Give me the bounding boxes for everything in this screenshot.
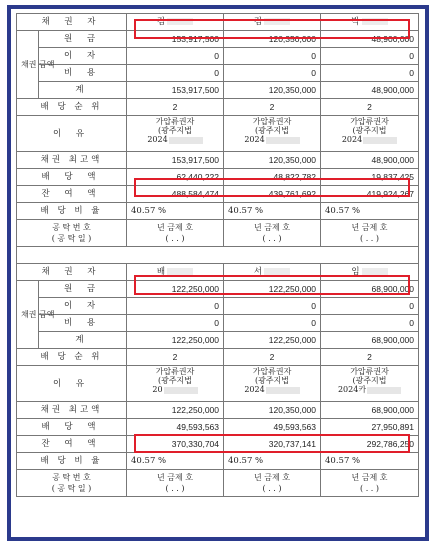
- dividend-value: 49,593,563: [224, 419, 321, 436]
- deposit-number: 년 금제 호: [254, 473, 291, 482]
- principal-value: 68,900,000: [321, 281, 419, 298]
- table-row: [17, 315, 419, 332]
- reason-line-2: (광주지법: [157, 376, 193, 385]
- deposit-date-label: ( 공 탁 일 ): [51, 484, 92, 493]
- remain-value: 439,761,692: [224, 186, 321, 203]
- reason-line-1: 가압류권자: [350, 117, 389, 126]
- reason-case-number: 20: [152, 385, 163, 394]
- interest-label: 이 자: [39, 48, 127, 65]
- table-row: [17, 48, 419, 65]
- ratio-label: 배 당 비 율: [17, 203, 127, 220]
- reason-line-3: [131, 135, 219, 144]
- creditor-highlight-2: [134, 275, 410, 295]
- redacted-case-blur: [363, 137, 397, 144]
- redacted-case-blur: [164, 387, 198, 394]
- claim-amount-group-label: 채권 금액: [17, 31, 39, 99]
- reason-cell: [127, 366, 224, 402]
- expense-label: 비 용: [39, 65, 127, 82]
- deposit-date-label: ( 공 탁 일 ): [51, 234, 92, 243]
- reason-line-3: [131, 385, 219, 394]
- remain-value: 292,786,250: [321, 436, 419, 453]
- interest-value: 0: [321, 298, 419, 315]
- dividend-label: 배 당 액: [17, 169, 127, 186]
- expense-value: 0: [127, 315, 224, 332]
- remain-value: 419,924,267: [321, 186, 419, 203]
- deposit-cell: [127, 470, 224, 497]
- rank-value: 2: [127, 349, 224, 366]
- creditor-name: 임: [351, 267, 360, 277]
- reason-label: 이 유: [17, 116, 127, 152]
- redacted-case-blur: [266, 387, 300, 394]
- reason-line-2: (광주지법: [254, 376, 290, 385]
- reason-line-1: 가압류권자: [350, 367, 389, 376]
- table-row: [17, 203, 419, 220]
- principal-value: 120,350,000: [224, 31, 321, 48]
- reason-cell: [224, 366, 321, 402]
- deposit-date: ( . . ): [165, 234, 185, 243]
- creditor-name: 김: [156, 17, 166, 27]
- creditor-name: 서: [253, 267, 263, 277]
- deposit-number-label: 공 탁 번 호: [52, 473, 91, 482]
- redacted-case-blur: [169, 137, 203, 144]
- reason-line-2: (광주지법: [352, 376, 387, 385]
- expense-value: 0: [127, 65, 224, 82]
- remain-label: 잔 여 액: [17, 436, 127, 453]
- total-value: 122,250,000: [224, 332, 321, 349]
- deposit-date: ( . . ): [360, 234, 379, 243]
- rank-value: 2: [321, 99, 419, 116]
- deposit-number: 년 금제 호: [254, 223, 291, 232]
- table-row: [17, 152, 419, 169]
- reason-line-3: [325, 385, 414, 394]
- total-value: 122,250,000: [127, 332, 224, 349]
- reason-line-2: (광주지법: [157, 126, 193, 135]
- section-gap: [17, 247, 419, 264]
- ratio-value: 40.57 %: [127, 203, 224, 220]
- deposit-number: 년 금제 호: [351, 473, 388, 482]
- redacted-name-blur: [264, 268, 290, 275]
- ratio-value: 40.57 %: [321, 203, 419, 220]
- reason-line-1: 가압류권자: [252, 117, 292, 126]
- total-label: 계: [39, 82, 127, 99]
- total-value: 68,900,000: [321, 332, 419, 349]
- deposit-number-label: 공 탁 번 호: [52, 223, 91, 232]
- max_claim-label: 채권 최고액: [17, 402, 127, 419]
- deposit-date: ( . . ): [262, 234, 282, 243]
- reason-line-3: [228, 135, 316, 144]
- dividend-value: 49,593,563: [127, 419, 224, 436]
- expense-value: 0: [321, 65, 419, 82]
- dividend-value: 48,822,782: [224, 169, 321, 186]
- reason-case-number: 2024카: [337, 385, 367, 394]
- expense-label: 비 용: [39, 315, 127, 332]
- deposit-label: [17, 470, 127, 497]
- rank-value: 2: [224, 99, 321, 116]
- redacted-name-blur: [167, 268, 193, 275]
- creditor-name: 김: [253, 17, 263, 27]
- creditor-highlight-1: [134, 19, 410, 39]
- principal-value: 48,900,000: [321, 31, 419, 48]
- redacted-case-blur: [367, 387, 401, 394]
- expense-value: 0: [224, 65, 321, 82]
- table-row: [17, 82, 419, 99]
- deposit-number: 년 금제 호: [157, 473, 194, 482]
- table-row: [17, 332, 419, 349]
- principal-value: 153,917,500: [127, 31, 224, 48]
- table-row: [17, 116, 419, 152]
- reason-case-number: 2024: [244, 385, 265, 394]
- deposit-label: [17, 220, 127, 247]
- deposit-cell: [321, 470, 419, 497]
- deposit-cell: [127, 220, 224, 247]
- table-row: [17, 402, 419, 419]
- creditor-name: 박: [351, 17, 360, 27]
- distribution-table: [16, 13, 419, 497]
- ratio-value: 40.57 %: [224, 203, 321, 220]
- remain-label: 잔 여 액: [17, 186, 127, 203]
- max_claim-value: 48,900,000: [321, 152, 419, 169]
- max_claim-value: 153,917,500: [127, 152, 224, 169]
- interest-value: 0: [224, 48, 321, 65]
- max_claim-value: 120,350,000: [224, 402, 321, 419]
- reason-line-2: (광주지법: [352, 126, 387, 135]
- dividend-highlight-2: [134, 434, 410, 453]
- total-value: 153,917,500: [127, 82, 224, 99]
- reason-line-3: [228, 385, 316, 394]
- deposit-date: ( . . ): [262, 484, 282, 493]
- rank-value: 2: [224, 349, 321, 366]
- redacted-name-blur: [362, 268, 388, 275]
- expense-value: 0: [321, 315, 419, 332]
- deposit-date: ( . . ): [360, 484, 379, 493]
- reason-case-number: 2024: [147, 135, 168, 144]
- reason-cell: [321, 366, 419, 402]
- reason-cell: [127, 116, 224, 152]
- reason-case-number: 2024: [244, 135, 265, 144]
- max_claim-value: 68,900,000: [321, 402, 419, 419]
- deposit-number: 년 금제 호: [351, 223, 388, 232]
- creditor-name: 배: [156, 267, 166, 277]
- table-row: [17, 453, 419, 470]
- interest-label: 이 자: [39, 298, 127, 315]
- table-row: [17, 470, 419, 497]
- principal-label: 원 금: [39, 281, 127, 298]
- remain-value: 370,330,704: [127, 436, 224, 453]
- interest-value: 0: [224, 298, 321, 315]
- table-row: [17, 65, 419, 82]
- remain-value: 488,584,474: [127, 186, 224, 203]
- table-row: [17, 220, 419, 247]
- deposit-cell: [224, 220, 321, 247]
- reason-line-1: 가압류권자: [252, 367, 292, 376]
- ratio-label: 배 당 비 율: [17, 453, 127, 470]
- dividend-value: 19,837,425: [321, 169, 419, 186]
- rank-label: 배 당 순 위: [17, 99, 127, 116]
- expense-value: 0: [224, 315, 321, 332]
- max_claim-label: 채권 최고액: [17, 152, 127, 169]
- table-row: [17, 366, 419, 402]
- reason-cell: [321, 116, 419, 152]
- reason-cell: [224, 116, 321, 152]
- total-value: 120,350,000: [224, 82, 321, 99]
- interest-value: 0: [127, 48, 224, 65]
- creditor-label: 채 권 자: [17, 264, 127, 281]
- ratio-value: 40.57 %: [321, 453, 419, 470]
- rank-label: 배 당 순 위: [17, 349, 127, 366]
- reason-label: 이 유: [17, 366, 127, 402]
- deposit-date: ( . . ): [165, 484, 185, 493]
- creditor-label: 채 권 자: [17, 14, 127, 31]
- interest-value: 0: [321, 48, 419, 65]
- table-row: [17, 298, 419, 315]
- reason-case-number: 2024: [341, 135, 363, 144]
- max_claim-value: 122,250,000: [127, 402, 224, 419]
- principal-label: 원 금: [39, 31, 127, 48]
- principal-value: 122,250,000: [224, 281, 321, 298]
- reason-line-2: (광주지법: [254, 126, 290, 135]
- ratio-value: 40.57 %: [224, 453, 321, 470]
- principal-value: 122,250,000: [127, 281, 224, 298]
- reason-line-1: 가압류권자: [155, 117, 195, 126]
- deposit-cell: [224, 470, 321, 497]
- table-row: [17, 247, 419, 264]
- deposit-cell: [321, 220, 419, 247]
- max_claim-value: 120,350,000: [224, 152, 321, 169]
- distribution-table-sheet: [16, 13, 418, 497]
- total-label: 계: [39, 332, 127, 349]
- remain-value: 320,737,141: [224, 436, 321, 453]
- redacted-case-blur: [266, 137, 300, 144]
- table-row: [17, 99, 419, 116]
- reason-line-1: 가압류권자: [155, 367, 195, 376]
- claim-amount-group-label: 채권 금액: [17, 281, 39, 349]
- reason-line-3: [325, 135, 414, 144]
- dividend-value: 27,950,891: [321, 419, 419, 436]
- rank-value: 2: [321, 349, 419, 366]
- total-value: 48,900,000: [321, 82, 419, 99]
- interest-value: 0: [127, 298, 224, 315]
- rank-value: 2: [127, 99, 224, 116]
- deposit-number: 년 금제 호: [157, 223, 194, 232]
- dividend-label: 배 당 액: [17, 419, 127, 436]
- dividend-highlight-1: [134, 178, 410, 197]
- ratio-value: 40.57 %: [127, 453, 224, 470]
- table-row: [17, 419, 419, 436]
- dividend-value: 62,440,222: [127, 169, 224, 186]
- table-row: [17, 349, 419, 366]
